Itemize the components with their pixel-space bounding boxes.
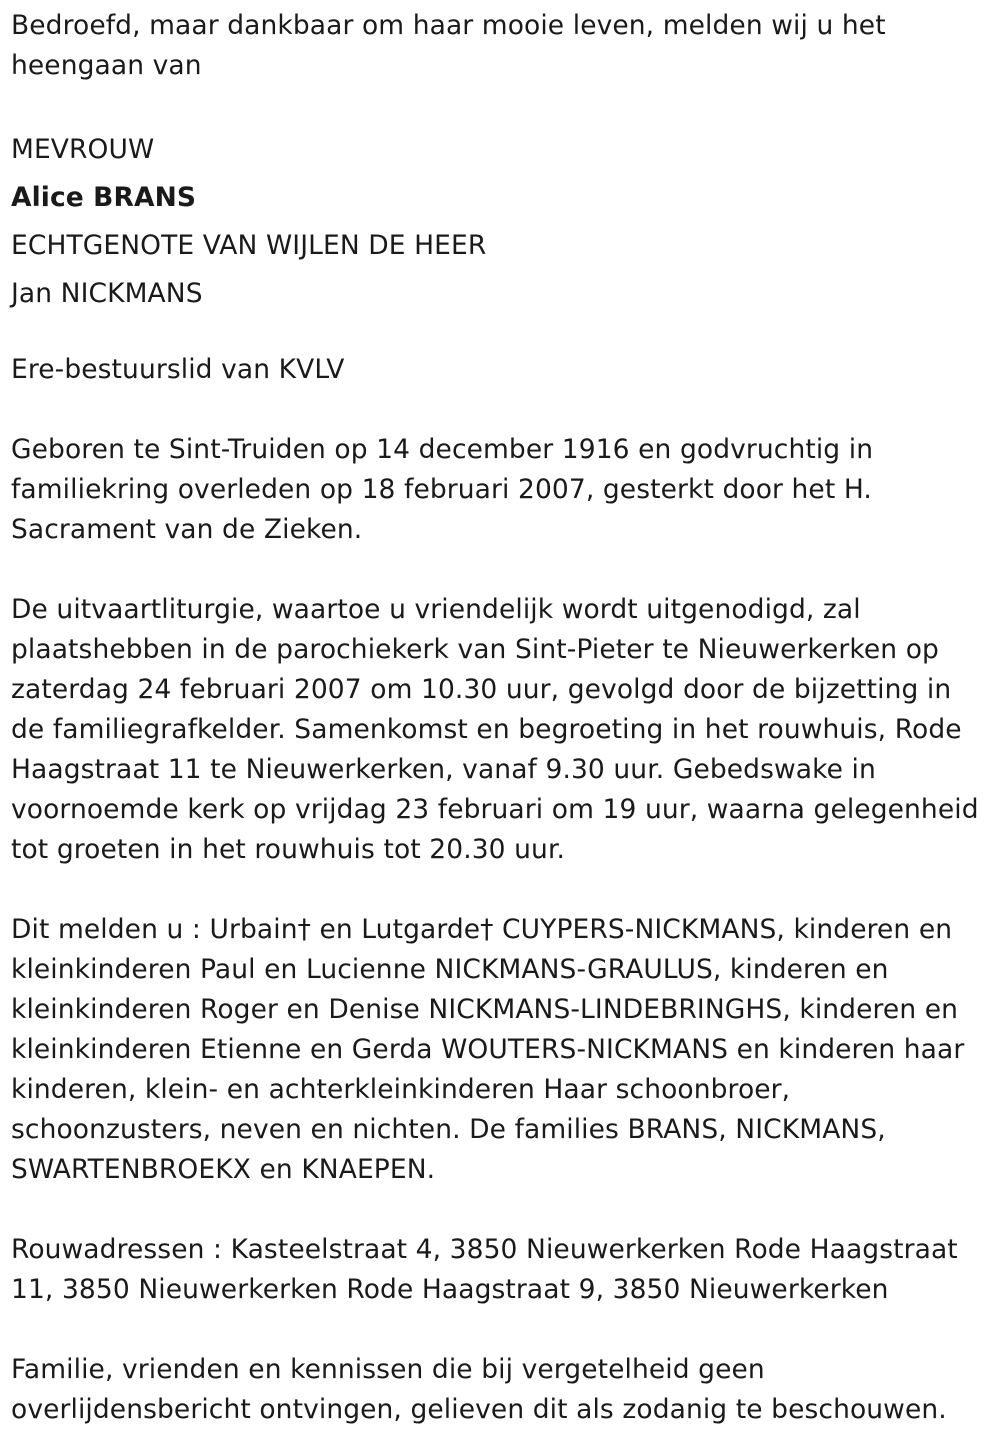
spacer — [11, 390, 991, 430]
title-paragraph: Ere-bestuurslid van KVLV — [11, 354, 345, 385]
salutation: MEVROUW — [11, 134, 155, 165]
spacer — [11, 318, 991, 350]
funeral-paragraph: De uitvaartliturgie, waartoe u vriendelijk wordt uitgenodigd, zal plaatshebben in de parochiekerk van Sint-Pieter te Nieuwerkerken op zaterdag 24 februari 2007 om 10.30 uur, gevolgd door de bijzetting in de familiegrafkelder. Samenkomst en begroeting in het rouwhuis, Rode Haagstraat 11 te Nieuwerkerken, vanaf 9.30 uur. Gebedswake in voornoemde kerk op vrijdag 23 februari om 19 uur, waarna gelegenheid tot groeten in het rouwhuis tot 20.30 uur. — [11, 594, 979, 865]
death-notice — [11, 6, 991, 1430]
spacer — [11, 1310, 991, 1350]
spouse-name: Jan NICKMANS — [11, 278, 203, 309]
intro-paragraph: Bedroefd, maar dankbaar om haar mooie leven, melden wij u het heengaan van — [11, 10, 886, 81]
spouse-label: ECHTGENOTE VAN WIJLEN DE HEER — [11, 230, 487, 261]
family-paragraph: Dit melden u : Urbain† en Lutgarde† CUYPERS-NICKMANS, kinderen en kleinkinderen Paul en Lucienne NICKMANS-GRAULUS, kinderen en kleinkinderen Roger en Denise NICKMANS-LINDEBRINGHS, kinderen en kleinkinderen Etienne en Gerda WOUTERS-NICKMANS en kinderen haar kinderen, klein- en achterkleinkinderen Haar schoonbroer, schoonzusters, neven en nichten. De families BRANS, NICKMANS, SWARTENBROEKX en KNAEPEN. — [11, 914, 965, 1185]
spacer — [11, 550, 991, 590]
closing-paragraph: Familie, vrienden en kennissen die bij vergetelheid geen overlijdensbericht ontvingen, gelieven dit als zodanig te beschouwen. — [11, 1354, 947, 1425]
addresses-paragraph: Rouwadressen : Kasteelstraat 4, 3850 Nieuwerkerken Rode Haagstraat 11, 3850 Nieuwerkerken Rode Haagstraat 9, 3850 Nieuwerkerken — [11, 1234, 958, 1305]
spacer — [11, 870, 991, 910]
spacer — [11, 1190, 991, 1230]
birth-death-paragraph: Geboren te Sint-Truiden op 14 december 1916 en godvruchtig in familiekring overleden op 18 februari 2007, gesterkt door het H. Sacrament van de Zieken. — [11, 434, 874, 545]
deceased-name: Alice BRANS — [11, 182, 197, 213]
spacer — [11, 86, 991, 126]
